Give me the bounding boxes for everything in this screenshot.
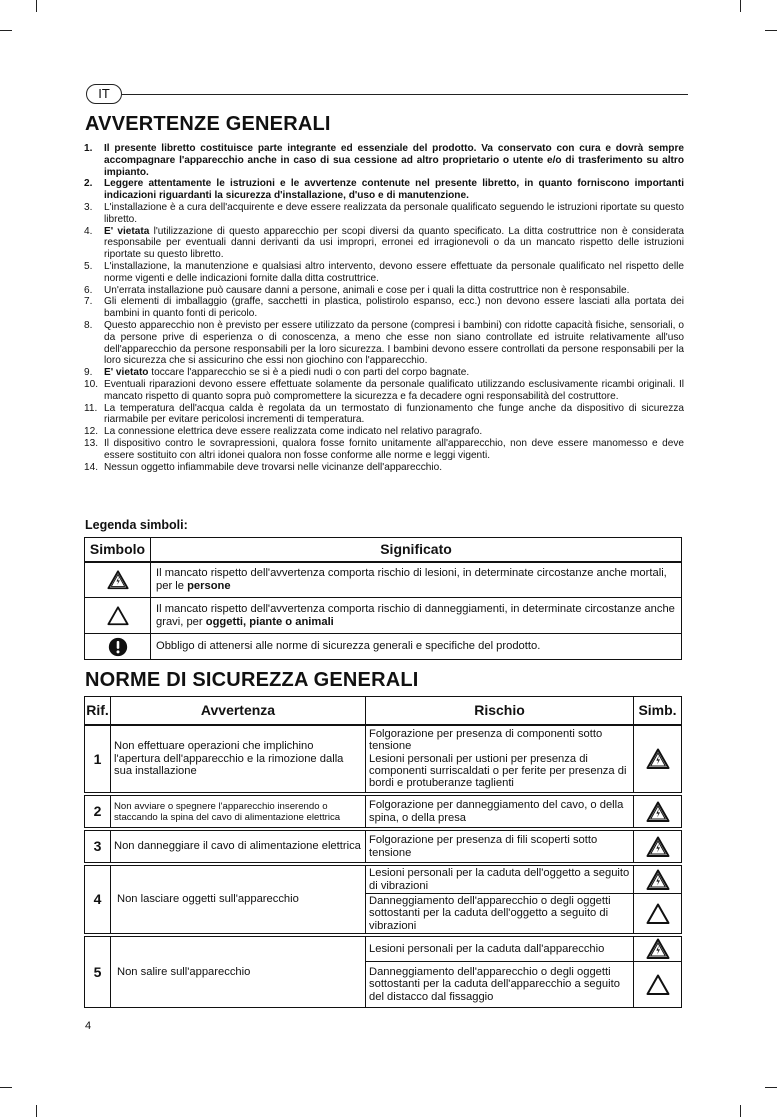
- warning-number: 9.: [84, 367, 93, 379]
- warning-number: 12.: [84, 426, 99, 438]
- warning-item: [84, 285, 684, 297]
- symbol-cell: [634, 831, 682, 863]
- crop-mark: [740, 0, 741, 12]
- legend-row: [85, 634, 682, 660]
- risk-cell: Folgorazione per danneggiamento del cavo, o della spina, o della presa: [366, 796, 634, 828]
- warning-item: [84, 178, 684, 202]
- danger-triangle-icon: [646, 937, 670, 961]
- warning-item: [84, 379, 684, 403]
- mandatory-circle-icon: [107, 636, 129, 658]
- crop-mark: [765, 1087, 777, 1088]
- crop-mark: [0, 1087, 12, 1088]
- safety-rules-table: [84, 696, 682, 1008]
- warning-text: L'installazione, la manutenzione e qualsiasi altro intervento, devono essere effettuate da personale qualificato nel rispetto delle norme vigenti e delle indicazioni fornite dalla ditta costruttrice.: [104, 260, 684, 284]
- warning-number: 14.: [84, 461, 99, 473]
- safety-row: [85, 796, 682, 828]
- warning-item: [84, 403, 684, 427]
- warning-text: Nessun oggetto infiammabile deve trovarsi nelle vicinanze dell'apparecchio.: [104, 461, 443, 473]
- col-header-symbol: Simb.: [634, 697, 682, 725]
- legend-meaning-emphasis: oggetti, piante o animali: [205, 615, 334, 628]
- ref-cell: 3: [85, 831, 111, 863]
- general-warnings-list: [84, 143, 684, 473]
- risk-cell: Folgorazione per presenza di componenti sotto tensione Lesioni personali per ustioni per presenza di componenti surriscaldati o per ferite per presenza di bordi e protuberanze taglienti: [366, 725, 634, 793]
- warning-text: toccare l'apparecchio se si è a piedi nudi o con parti del corpo bagnate.: [148, 367, 470, 379]
- risk-cell: Lesioni personali per la caduta dall'apparecchio: [366, 937, 634, 962]
- header-rule: [122, 94, 688, 95]
- symbol-cell: [634, 894, 682, 934]
- warning-number: 13.: [84, 437, 99, 449]
- safety-row: [85, 937, 682, 962]
- warning-text: Il dispositivo contro le sovrapressioni, qualora fosse fornito unitamente all'apparecchio, non deve essere manomesso e deve essere sostituito con altri idonei qualora non fosse conforme alle norme e leggi vigenti.: [104, 437, 684, 461]
- legend-symbol-cell: [85, 598, 151, 634]
- page-number: 4: [85, 1020, 92, 1032]
- warning-text: L'installazione è a cura dell'acquirente e deve essere realizzata da personale qualificato seguendo le istruzioni riportate su questo libretto.: [104, 201, 684, 225]
- crop-mark: [36, 0, 37, 12]
- warning-text: Un'errata installazione può causare danni a persone, animali e cose per i quali la ditta costruttrice non è responsabile.: [104, 284, 630, 296]
- symbol-cell: [634, 796, 682, 828]
- danger-triangle-icon: [646, 800, 670, 824]
- safety-row: [85, 831, 682, 863]
- ref-cell: 4: [85, 866, 111, 934]
- danger-triangle-icon: [107, 569, 129, 591]
- symbol-cell: [634, 962, 682, 1008]
- crop-mark: [36, 1105, 37, 1117]
- warning-item: [84, 143, 684, 178]
- warning-number: 1.: [84, 143, 93, 154]
- legend-meaning-cell: [151, 598, 682, 634]
- col-header-warning: Avvertenza: [111, 697, 366, 725]
- warning-cell: Non effettuare operazioni che implichino l'apertura dell'apparecchio e la rimozione dalla sua installazione: [111, 725, 366, 793]
- warning-item: [84, 462, 684, 474]
- warning-number: 8.: [84, 319, 93, 331]
- danger-triangle-icon: [646, 835, 670, 859]
- warning-cell: Non salire sull'apparecchio: [111, 937, 366, 1008]
- warning-number: 7.: [84, 296, 93, 308]
- danger-triangle-icon: [646, 747, 670, 771]
- warning-text: Gli elementi di imballaggio (graffe, sacchetti in plastica, polistirolo espanso, ecc.) non devono essere lasciati alla portata dei bambini in quanto fonti di pericolo.: [104, 296, 684, 320]
- warning-number: 2.: [84, 178, 93, 190]
- legend-title: Legenda simboli:: [85, 518, 188, 532]
- ref-cell: 2: [85, 796, 111, 828]
- warning-cell: Non avviare o spegnere l'apparecchio inserendo o staccando la spina del cavo di alimentazione elettrica: [111, 796, 366, 828]
- col-header-symbol: Simbolo: [85, 538, 151, 562]
- legend-meaning-text: Il mancato rispetto dell'avvertenza comporta rischio di lesioni, in determinate circostanze anche mortali, per le: [156, 566, 667, 592]
- warning-text: Questo apparecchio non è previsto per essere utilizzato da persone (compresi i bambini) con ridotte capacità fisiche, sensoriali, o da persone prive di esperienza o di conoscenza, a meno che esse non siano controllate ed istruite relativamente all'uso dell'apparecchio da persone responsabili per la loro sicurezza. I bambini devono essere controllati da persone responsabili per la loro sicurezza che si assicurino che essi non giochino con l'apparecchio.: [104, 319, 684, 367]
- crop-mark: [765, 30, 777, 31]
- warning-triangle-icon: [646, 973, 670, 997]
- warning-triangle-icon: [107, 605, 129, 627]
- symbol-cell: [634, 725, 682, 793]
- warning-number: 11.: [84, 402, 98, 414]
- page-title: AVVERTENZE GENERALI: [85, 113, 331, 135]
- legend-meaning-text: Il mancato rispetto dell'avvertenza comporta rischio di danneggiamenti, in determinate circostanze anche gravi, per: [156, 602, 675, 628]
- legend-meaning-emphasis: persone: [187, 579, 231, 592]
- warning-item: [84, 202, 684, 226]
- risk-cell: Danneggiamento dell'apparecchio o degli oggetti sottostanti per la caduta dell'apparecchio a seguito del distacco dal fissaggio: [366, 962, 634, 1008]
- warning-cell: Non lasciare oggetti sull'apparecchio: [111, 866, 366, 934]
- warning-number: 4.: [84, 225, 93, 237]
- warning-item: [84, 226, 684, 261]
- danger-triangle-icon: [646, 868, 670, 892]
- warning-lead: E' vietata: [104, 225, 150, 237]
- warning-number: 6.: [84, 284, 93, 296]
- warning-item: [84, 426, 684, 438]
- crop-mark: [0, 30, 12, 31]
- crop-mark: [740, 1105, 741, 1117]
- section-title-safety: NORME DI SICUREZZA GENERALI: [85, 669, 419, 691]
- warning-item: [84, 438, 684, 462]
- legend-meaning-cell: [151, 562, 682, 598]
- warning-number: 3.: [84, 201, 93, 213]
- symbol-cell: [634, 937, 682, 962]
- warning-text: Il presente libretto costituisce parte integrante ed essenziale del prodotto. Va conservato con cura e dovrà sempre accompagnare l'apparecchio anche in caso di sua cessione ad altro proprietario o utente e/o di trasferimento su altro impianto.: [104, 143, 684, 178]
- ref-cell: 1: [85, 725, 111, 793]
- risk-cell: Folgorazione per presenza di fili scoperti sotto tensione: [366, 831, 634, 863]
- legend-symbol-cell: [85, 634, 151, 660]
- warning-text: Eventuali riparazioni devono essere effettuate solamente da personale qualificato utilizzando esclusivamente ricambi originali. Il mancato rispetto di quanto sopra può compromettere la sicurezza e fa decadere ogni responsabilità del costruttore.: [104, 378, 684, 402]
- warning-triangle-icon: [646, 902, 670, 926]
- warning-text: La connessione elettrica deve essere realizzata come indicato nel relativo paragrafo.: [104, 426, 483, 438]
- legend-row: [85, 598, 682, 634]
- warning-item: [84, 261, 684, 285]
- language-badge: IT: [86, 84, 122, 104]
- warning-lead: E' vietato: [104, 367, 149, 379]
- col-header-ref: Rif.: [85, 697, 111, 725]
- warning-number: 5.: [84, 260, 93, 272]
- warning-item: [84, 320, 684, 367]
- warning-item: [84, 367, 684, 379]
- legend-meaning-text: Obbligo di attenersi alle norme di sicurezza generali e specifiche del prodotto.: [156, 640, 541, 652]
- warning-item: [84, 296, 684, 320]
- warning-number: 10.: [84, 378, 99, 390]
- safety-row: [85, 866, 682, 894]
- warning-text: Leggere attentamente le istruzioni e le avvertenze contenute nel presente libretto, in quanto forniscono importanti indicazioni riguardanti la sicurezza d'installazione, d'uso e di manutenzione.: [104, 178, 684, 202]
- legend-meaning-cell: [151, 634, 682, 660]
- risk-cell: Lesioni personali per la caduta dell'oggetto a seguito di vibrazioni: [366, 866, 634, 894]
- safety-row: [85, 725, 682, 793]
- warning-text: l'utilizzazione di questo apparecchio per scopi diversi da quanto specificato. La ditta costruttrice non è considerata responsabile per eventuali danni derivanti da usi impropri, erronei ed irragionevoli o da un mancato rispetto delle istruzioni riportate su questo libretto.: [104, 225, 684, 261]
- symbol-legend-table: [84, 537, 682, 660]
- legend-row: [85, 562, 682, 598]
- warning-cell: Non danneggiare il cavo di alimentazione elettrica: [111, 831, 366, 863]
- symbol-cell: [634, 866, 682, 894]
- ref-cell: 5: [85, 937, 111, 1008]
- warning-text: La temperatura dell'acqua calda è regolata da un termostato di funzionamento che funge anche da dispositivo di sicurezza riarmabile per evitare pericolosi incrementi di temperatura.: [104, 402, 684, 426]
- risk-cell: Danneggiamento dell'apparecchio o degli oggetti sottostanti per la caduta dell'oggetto a seguito di vibrazioni: [366, 894, 634, 934]
- col-header-meaning: Significato: [151, 538, 682, 562]
- col-header-risk: Rischio: [366, 697, 634, 725]
- legend-symbol-cell: [85, 562, 151, 598]
